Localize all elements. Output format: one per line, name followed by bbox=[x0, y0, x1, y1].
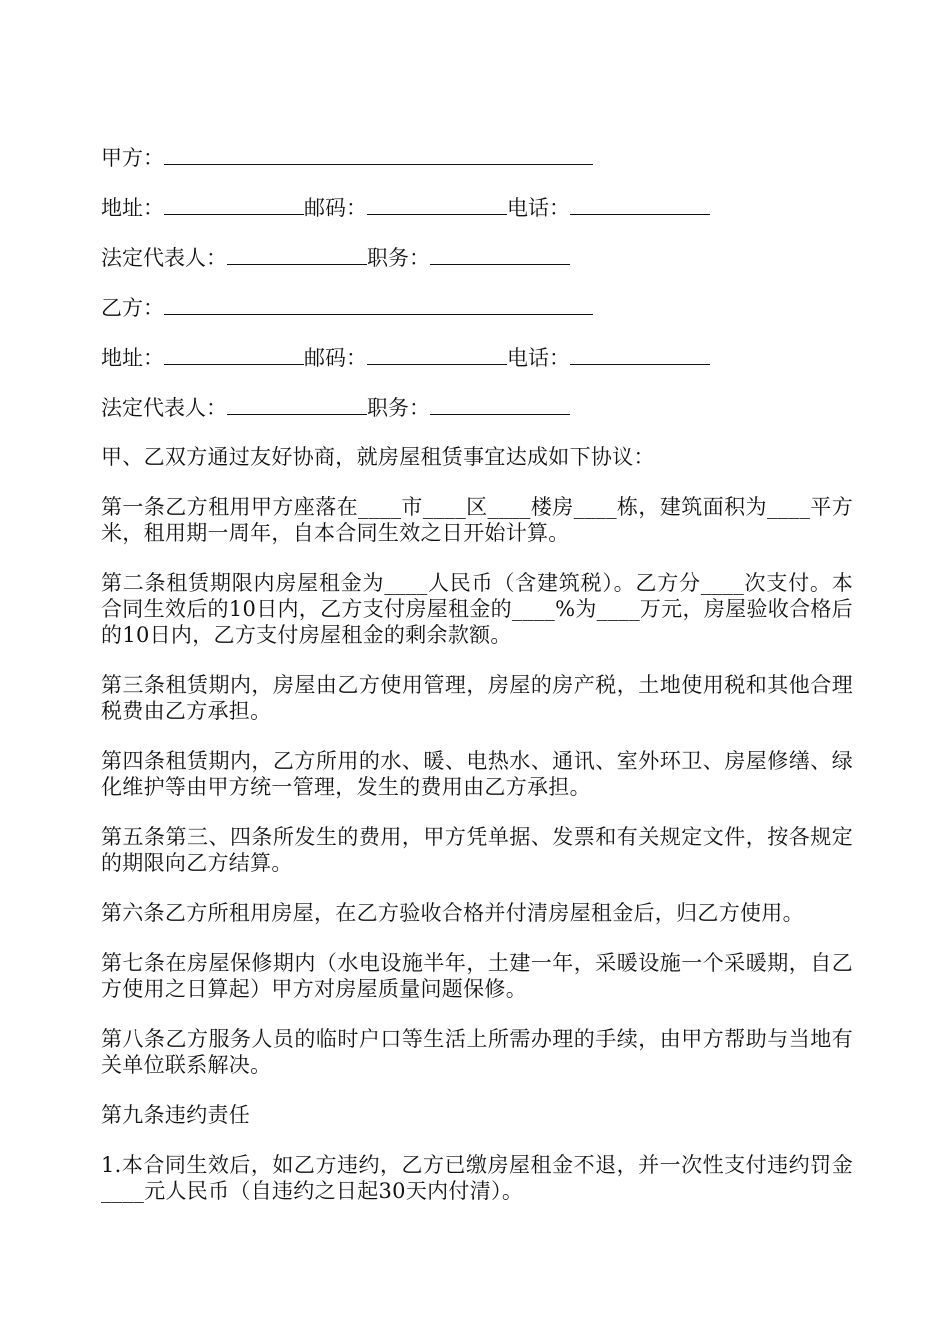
party-a-position-blank bbox=[430, 244, 570, 265]
party-a-address-label: 地址： bbox=[101, 196, 164, 220]
party-b-blank bbox=[164, 294, 593, 315]
contract-body bbox=[101, 144, 853, 1228]
party-b-contact-line bbox=[101, 344, 853, 370]
party-a-phone-label: 电话： bbox=[507, 196, 570, 220]
party-b-postcode-label: 邮码： bbox=[304, 346, 367, 370]
party-a-blank bbox=[164, 144, 593, 165]
party-b-position-label: 职务： bbox=[367, 396, 430, 420]
party-a-postcode-blank bbox=[367, 194, 507, 215]
article-4: 第四条租赁期内，乙方所用的水、暖、电热水、通讯、室外环卫、房屋修缮、绿化维护等由甲方统一管理，发生的费用由乙方承担。 bbox=[101, 749, 853, 799]
party-b-address-label: 地址： bbox=[101, 346, 164, 370]
party-a-postcode-label: 邮码： bbox=[304, 196, 367, 220]
party-a-position-label: 职务： bbox=[367, 246, 430, 270]
party-b-rep-label: 法定代表人： bbox=[101, 396, 227, 420]
party-b-postcode-blank bbox=[367, 344, 507, 365]
party-b-phone-label: 电话： bbox=[507, 346, 570, 370]
party-b-position-blank bbox=[430, 394, 570, 415]
intro-paragraph: 甲、乙双方通过友好协商，就房屋租赁事宜达成如下协议： bbox=[101, 445, 655, 469]
party-b-rep-line bbox=[101, 394, 853, 420]
party-b-line bbox=[101, 294, 853, 320]
party-b-phone-blank bbox=[570, 344, 710, 365]
party-a-contact-line bbox=[101, 194, 853, 220]
article-8: 第八条乙方服务人员的临时户口等生活上所需办理的手续，由甲方帮助与当地有关单位联系解决。 bbox=[101, 1027, 853, 1077]
party-a-rep-blank bbox=[227, 244, 367, 265]
article-2: 第二条租赁期限内房屋租金为____人民币（含建筑税）。乙方分____次支付。本合同生效后的10日内，乙方支付房屋租金的____%为____万元，房屋验收合格后的10日内，乙方支付房屋租金的剩余款额。 bbox=[101, 571, 853, 647]
article-9-clause-1: 1.本合同生效后，如乙方违约，乙方已缴房屋租金不退，并一次性支付违约罚金____元人民币（自违约之日起30天内付清）。 bbox=[101, 1153, 853, 1203]
article-9-heading: 第九条违约责任 bbox=[101, 1103, 251, 1127]
party-b-address-blank bbox=[164, 344, 304, 365]
article-5: 第五条第三、四条所发生的费用，甲方凭单据、发票和有关规定文件，按各规定的期限向乙方结算。 bbox=[101, 825, 853, 875]
party-a-line bbox=[101, 144, 853, 170]
article-7: 第七条在房屋保修期内（水电设施半年，土建一年，采暖设施一个采暖期，自乙方使用之日算起）甲方对房屋质量问题保修。 bbox=[101, 951, 853, 1001]
party-a-rep-line bbox=[101, 244, 853, 270]
article-3: 第三条租赁期内，房屋由乙方使用管理，房屋的房产税，土地使用税和其他合理税费由乙方承担。 bbox=[101, 673, 853, 723]
party-a-address-blank bbox=[164, 194, 304, 215]
party-a-phone-blank bbox=[570, 194, 710, 215]
party-a-label: 甲方： bbox=[101, 146, 164, 170]
article-1: 第一条乙方租用甲方座落在____市____区____楼房____栋，建筑面积为____平方米，租用期一周年，自本合同生效之日开始计算。 bbox=[101, 495, 853, 545]
party-a-rep-label: 法定代表人： bbox=[101, 246, 227, 270]
article-6: 第六条乙方所租用房屋，在乙方验收合格并付清房屋租金后，归乙方使用。 bbox=[101, 901, 804, 925]
party-b-label: 乙方： bbox=[101, 296, 164, 320]
party-b-rep-blank bbox=[227, 394, 367, 415]
